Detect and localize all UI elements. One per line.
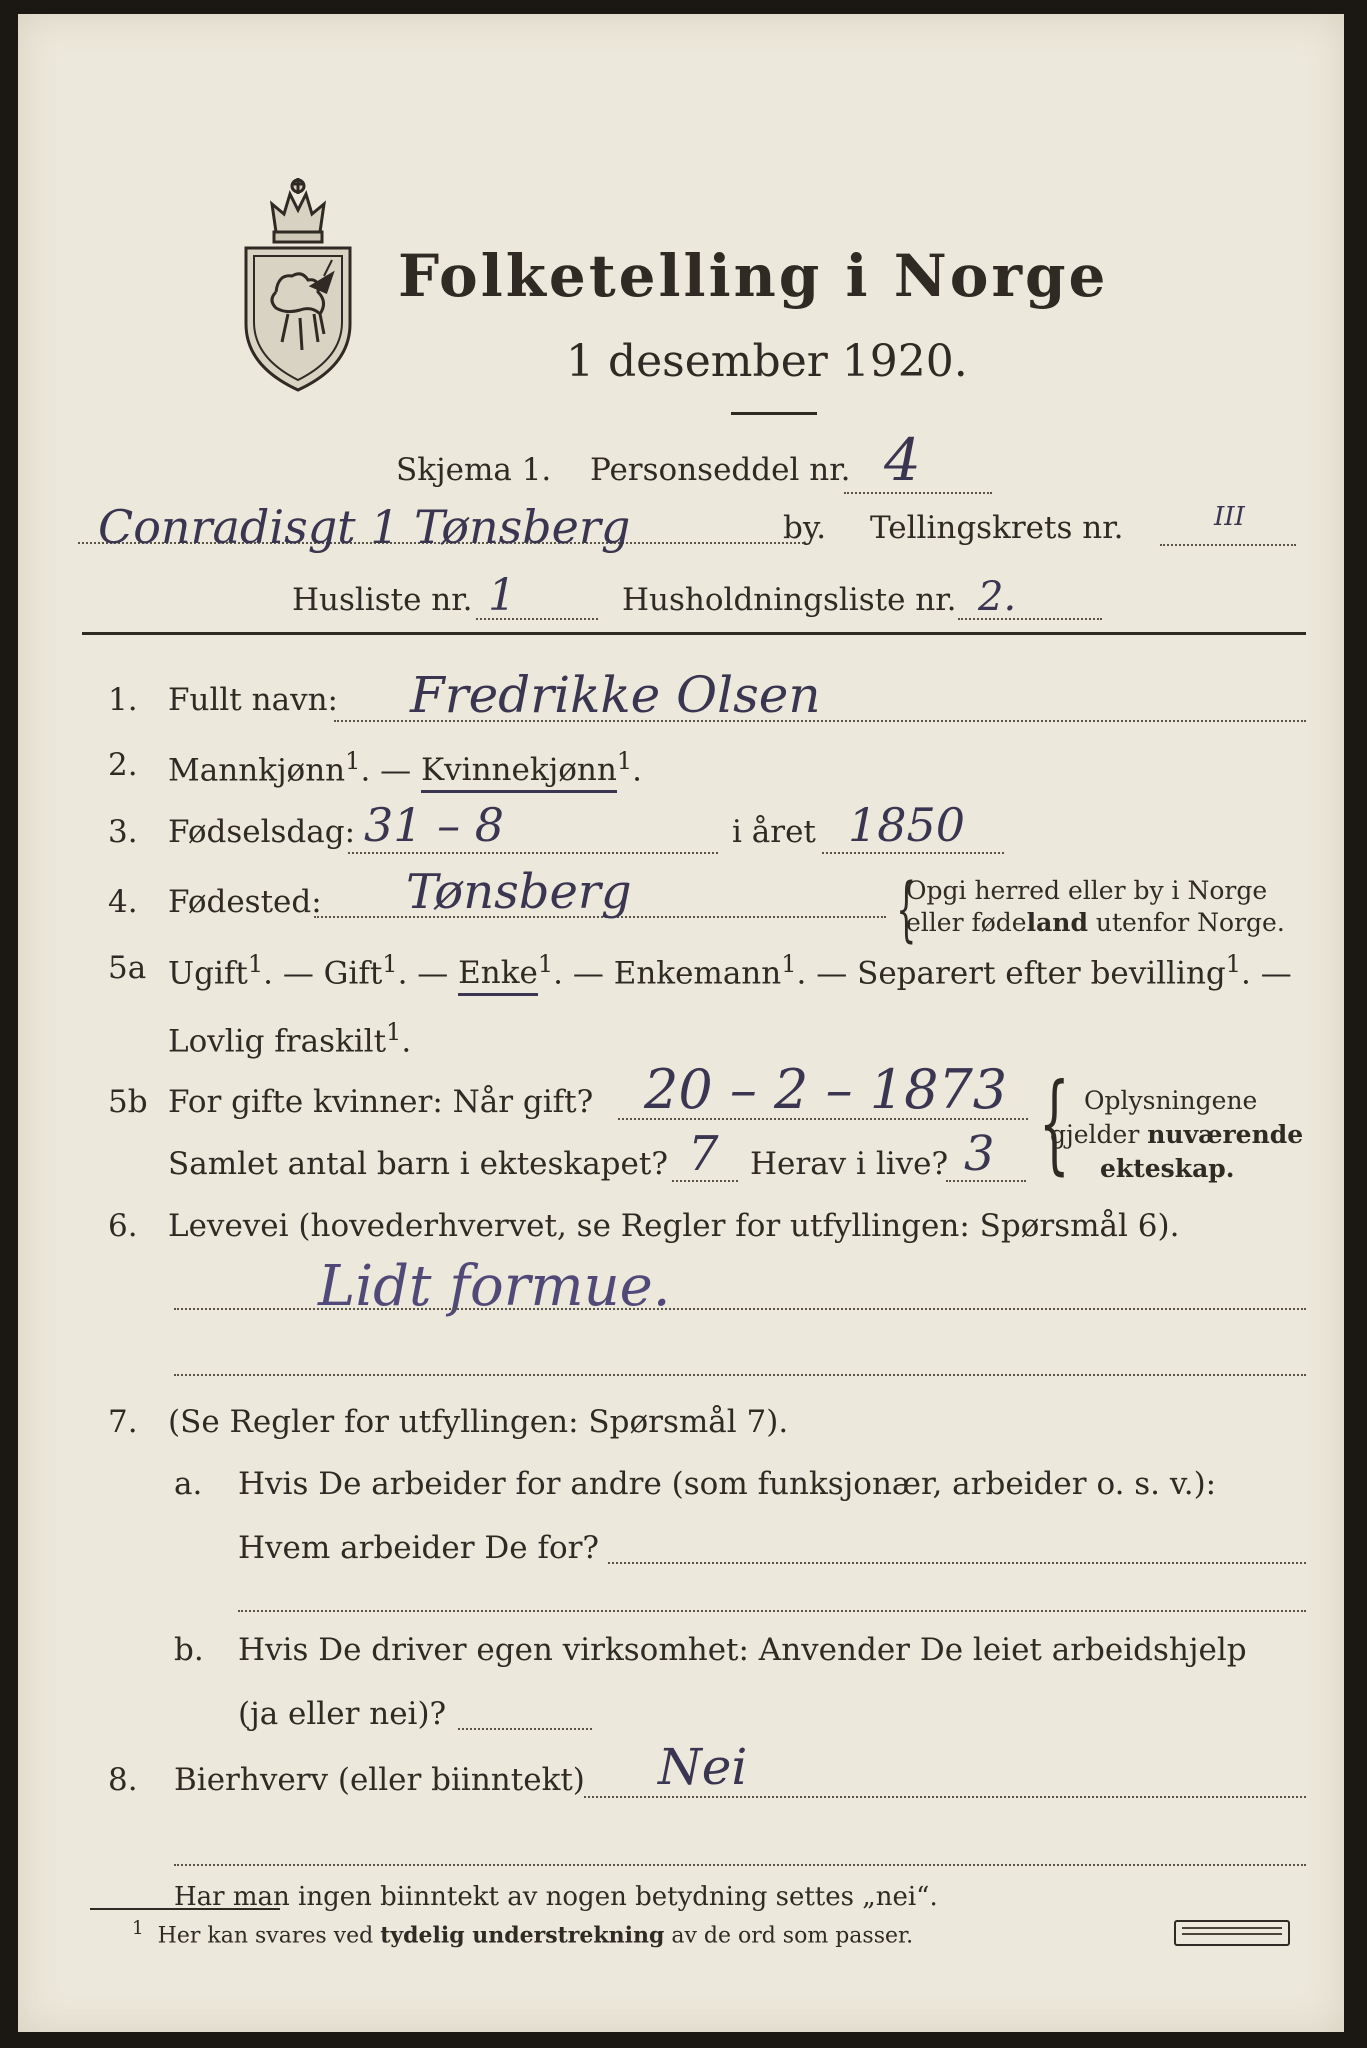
q5a-number: 5a xyxy=(108,950,147,986)
q5b-note-line3: ekteskap. xyxy=(1100,1154,1235,1183)
husliste-value: 1 xyxy=(488,570,516,621)
q1-number: 1. xyxy=(108,682,138,718)
q5a-enke[interactable]: Enke xyxy=(458,955,538,996)
q7a-label2: Hvem arbeider De for? xyxy=(238,1530,600,1566)
tellingskrets-label: Tellingskrets nr. xyxy=(870,510,1124,546)
q5b-married-label: For gifte kvinner: Når gift? xyxy=(168,1084,594,1120)
q4-value: Tønsberg xyxy=(406,864,632,920)
footnote: $^1$ Her kan svares ved tydelig understrekning av de ord som passer. xyxy=(132,1918,914,1949)
personseddel-value: 4 xyxy=(884,426,921,494)
q6-label: Levevei (hovederhvervet, se Regler for utfyllingen: Spørsmål 6). xyxy=(168,1208,1180,1244)
q4-note-line1: Opgi herred eller by i Norge xyxy=(906,876,1268,905)
q5b-children-value: 7 xyxy=(688,1126,719,1182)
personseddel-label: Personseddel nr. xyxy=(590,452,851,488)
q7b-label1: Hvis De driver egen virksomhet: Anvender De leiet arbeidshjelp xyxy=(238,1632,1247,1668)
q2-options: Mannkjønn$^1$. — Kvinnekjønn$^1$. xyxy=(168,747,642,788)
husliste-label: Husliste nr. xyxy=(292,582,473,618)
q3-label: Fødselsdag: xyxy=(168,814,356,850)
schema-label: Skjema 1. xyxy=(396,452,552,488)
q5b-children-label: Samlet antal barn i ekteskapet? xyxy=(168,1146,668,1182)
q1-label: Fullt navn: xyxy=(168,682,338,718)
coat-of-arms-icon xyxy=(228,174,368,396)
q5a-options-line2: Lovlig fraskilt$^1$. xyxy=(168,1018,412,1060)
q3-year-line xyxy=(822,852,1004,854)
census-date: 1 desember 1920. xyxy=(566,336,968,387)
q3-year-label: i året xyxy=(732,814,816,850)
q8-value: Nei xyxy=(658,1738,748,1796)
q4-number: 4. xyxy=(108,884,138,920)
q5b-alive-label: Herav i live? xyxy=(750,1146,949,1182)
footer-note: Har man ingen biinntekt av nogen betydning settes „nei“. xyxy=(174,1882,938,1912)
q3-day-line xyxy=(348,852,718,854)
q7a-label1: Hvis De arbeider for andre (som funksjonær, arbeider o. s. v.): xyxy=(238,1466,1217,1502)
title-divider xyxy=(731,412,817,415)
q4-brace: { xyxy=(896,868,917,950)
tellingskrets-line xyxy=(1160,544,1296,546)
address-value: Conradisgt 1 Tønsberg xyxy=(98,500,631,554)
q5b-note-line2: gjelder nuværende xyxy=(1050,1120,1304,1149)
q6-line1 xyxy=(174,1308,1306,1310)
q5a-separert[interactable]: Separert efter bevilling xyxy=(857,955,1226,992)
q7-number: 7. xyxy=(108,1404,138,1440)
q8-label: Bierhverv (eller biinntekt) xyxy=(174,1762,585,1798)
q7b-number: b. xyxy=(174,1632,204,1668)
q7a-number: a. xyxy=(174,1466,203,1502)
q5a-fraskilt[interactable]: Lovlig fraskilt xyxy=(168,1023,387,1060)
q6-line2 xyxy=(174,1374,1306,1376)
q2-number: 2. xyxy=(108,747,138,783)
q1-value: Fredrikke Olsen xyxy=(410,666,821,724)
q7a-line1 xyxy=(608,1562,1306,1564)
form-title: Folketelling i Norge xyxy=(398,242,1109,310)
q4-note-line2: eller fødeland utenfor Norge. xyxy=(906,908,1285,937)
q7b-label2: (ja eller nei)? xyxy=(238,1696,447,1732)
q8-line1 xyxy=(584,1796,1306,1798)
q4-label: Fødested: xyxy=(168,884,322,920)
q2-male[interactable]: Mannkjønn xyxy=(168,752,346,789)
printer-stamp-icon xyxy=(1174,1920,1290,1946)
q5a-gift[interactable]: Gift xyxy=(323,955,383,992)
q2-female[interactable]: Kvinnekjønn xyxy=(421,752,617,793)
address-suffix: by. xyxy=(783,510,827,546)
q5a-enkemann[interactable]: Enkemann xyxy=(613,955,782,992)
q3-day-value: 31 – 8 xyxy=(364,798,505,852)
footnote-rule xyxy=(90,1908,280,1910)
q6-value: Lidt formue. xyxy=(318,1254,671,1319)
q5b-brace: { xyxy=(1038,1061,1070,1186)
q7b-line xyxy=(458,1728,592,1730)
q5a-ugift[interactable]: Ugift xyxy=(168,955,248,992)
q5b-married-value: 20 – 2 – 1873 xyxy=(644,1058,1008,1121)
q7a-line2 xyxy=(238,1610,1306,1612)
q3-number: 3. xyxy=(108,814,138,850)
q5b-number: 5b xyxy=(108,1084,148,1120)
q3-year-value: 1850 xyxy=(848,798,966,852)
husholdning-label: Husholdningsliste nr. xyxy=(622,582,957,618)
q7-label: (Se Regler for utfyllingen: Spørsmål 7). xyxy=(168,1404,789,1440)
header-divider xyxy=(82,632,1306,635)
q8-line2 xyxy=(174,1864,1306,1866)
q5b-note-line1: Oplysningene xyxy=(1084,1086,1258,1115)
husholdning-value: 2. xyxy=(978,574,1017,620)
tellingskrets-value: III xyxy=(1214,502,1245,532)
q8-number: 8. xyxy=(108,1762,138,1798)
q6-number: 6. xyxy=(108,1208,138,1244)
q5b-alive-value: 3 xyxy=(964,1126,995,1182)
census-form xyxy=(18,14,1344,2032)
q5a-options: Ugift$^1$. — Gift$^1$. — Enke$^1$. — Enkemann$^1$. — Separert efter bevilling$^1$. — xyxy=(168,950,1292,991)
